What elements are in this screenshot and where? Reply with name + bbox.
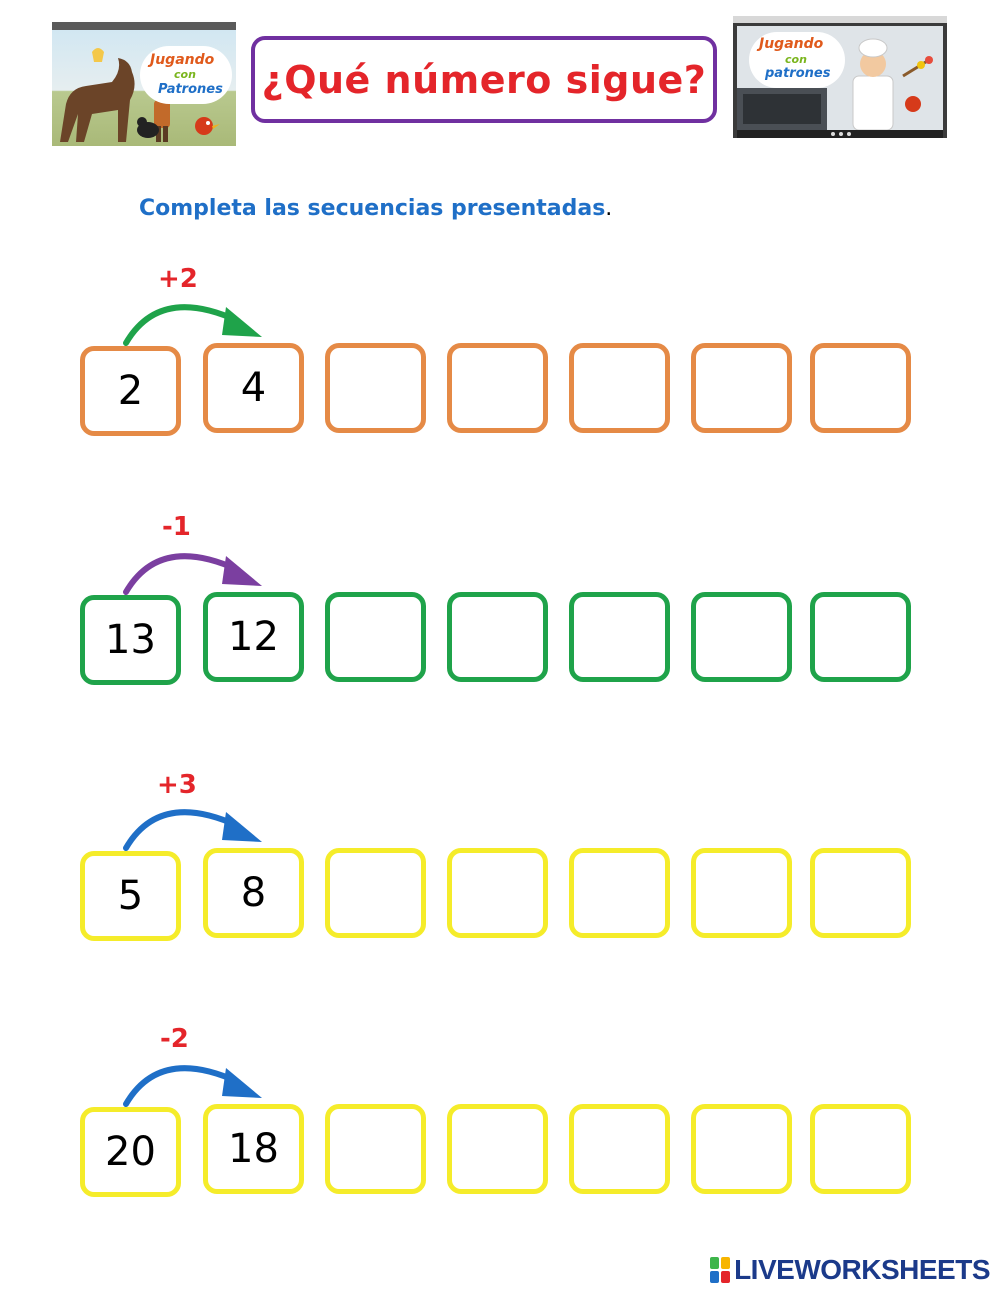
curved-arrow-icon: [120, 540, 280, 600]
answer-input-box[interactable]: [447, 592, 548, 682]
answer-input-box[interactable]: [325, 1104, 426, 1194]
logo-word-2: con: [785, 53, 807, 66]
page-title: ¿Qué número sigue?: [261, 57, 707, 102]
brand-logo-icon: [710, 1257, 730, 1283]
answer-input-box[interactable]: [447, 343, 548, 433]
logo-word-1: Jugando: [150, 52, 215, 68]
sequence-value-box: 18: [203, 1104, 304, 1194]
sequence-value-box: 4: [203, 343, 304, 433]
answer-input-box[interactable]: [325, 592, 426, 682]
logo-word-3: patrones: [765, 66, 831, 81]
logo-word-2: con: [174, 68, 196, 81]
answer-input-box[interactable]: [810, 1104, 911, 1194]
operation-label: +2: [158, 264, 198, 294]
header-image-right: [733, 16, 947, 138]
instruction-text: [139, 196, 612, 221]
answer-input-box[interactable]: [569, 592, 670, 682]
answer-input-box[interactable]: [691, 343, 792, 433]
instruction-period: .: [605, 196, 613, 221]
title-box: [251, 36, 717, 123]
brand-logo: [710, 1253, 990, 1287]
curved-arrow-icon: [120, 1052, 280, 1112]
curved-arrow-icon: [120, 291, 280, 351]
answer-input-box[interactable]: [691, 848, 792, 938]
answer-input-box[interactable]: [810, 848, 911, 938]
sequence-value-box: 2: [80, 346, 181, 436]
sequence-value-box: 5: [80, 851, 181, 941]
answer-input-box[interactable]: [325, 343, 426, 433]
sequence-value-box: 20: [80, 1107, 181, 1197]
logo-word-3: Patrones: [158, 82, 223, 97]
operation-label: -1: [162, 512, 191, 542]
answer-input-box[interactable]: [569, 1104, 670, 1194]
sequence-value-box: 12: [203, 592, 304, 682]
brand-name: LIVEWORKSHEETS: [734, 1254, 990, 1285]
sequence-value-box: 8: [203, 848, 304, 938]
answer-input-box[interactable]: [691, 1104, 792, 1194]
operation-label: +3: [157, 770, 197, 800]
answer-input-box[interactable]: [325, 848, 426, 938]
answer-input-box[interactable]: [691, 592, 792, 682]
instruction-label: Completa las secuencias presentadas: [139, 196, 606, 221]
answer-input-box[interactable]: [569, 343, 670, 433]
answer-input-box[interactable]: [447, 848, 548, 938]
header-image-left: [52, 22, 236, 146]
answer-input-box[interactable]: [569, 848, 670, 938]
logo-word-1: Jugando: [759, 36, 824, 52]
operation-label: -2: [160, 1024, 189, 1054]
answer-input-box[interactable]: [447, 1104, 548, 1194]
answer-input-box[interactable]: [810, 592, 911, 682]
answer-input-box[interactable]: [810, 343, 911, 433]
curved-arrow-icon: [120, 796, 280, 856]
sequence-value-box: 13: [80, 595, 181, 685]
